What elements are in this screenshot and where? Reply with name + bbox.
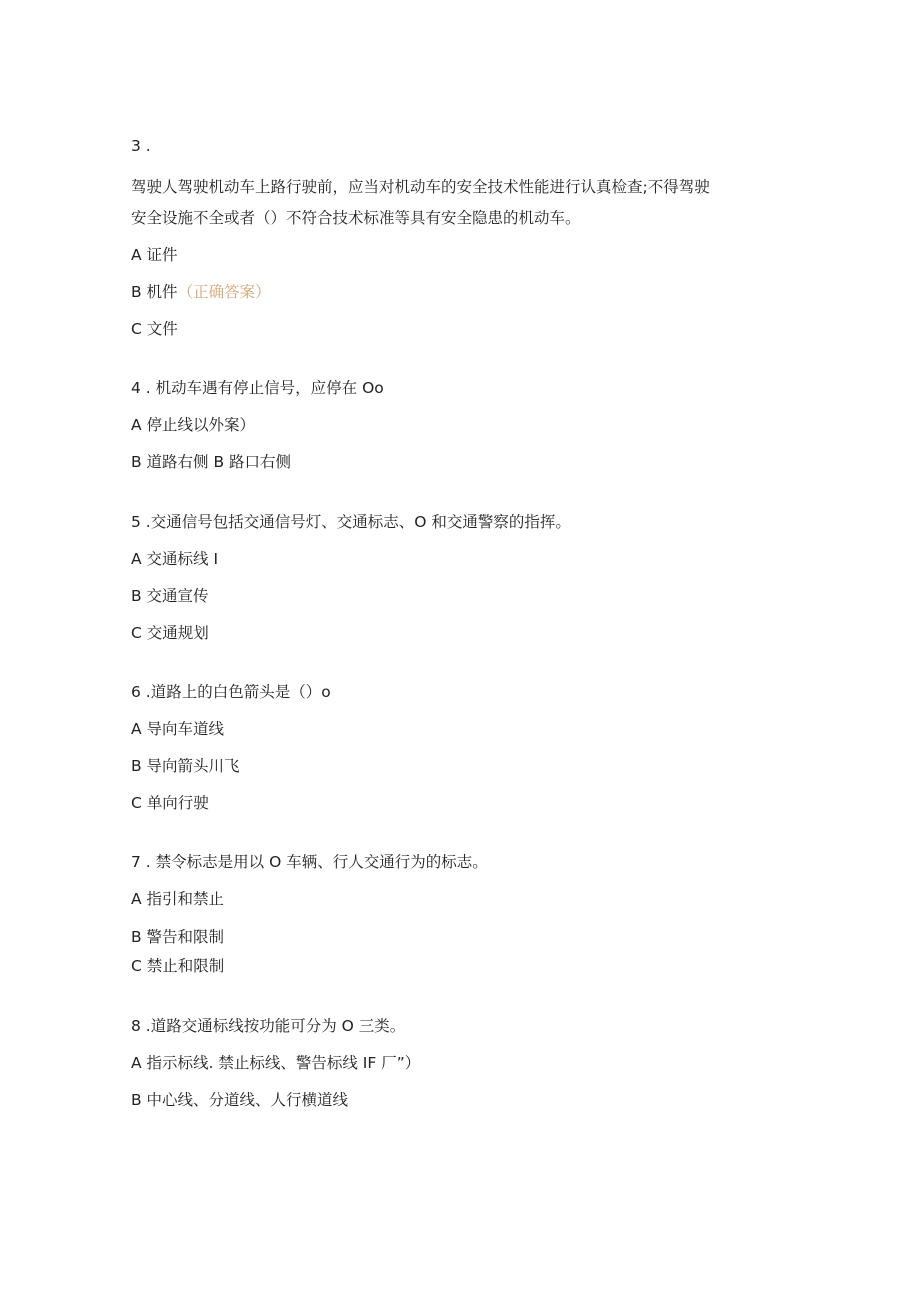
q5-option-b: B 交通宣传 xyxy=(131,587,209,605)
q8-option-b: B 中心线、分道线、人行横道线 xyxy=(131,1091,349,1109)
correct-answer-note: （正确答案） xyxy=(177,283,271,301)
q7-stem: 7 . 禁令标志是用以 O 车辆、行人交通行为的标志。 xyxy=(131,853,488,871)
q3-number: 3 . xyxy=(131,137,151,155)
q6-option-a: A 导向车道线 xyxy=(131,720,225,738)
q7-option-b: B 警告和限制 xyxy=(131,928,225,946)
q5-stem: 5 .交通信号包括交通信号灯、交通标志、O 和交通警察的指挥。 xyxy=(131,513,571,531)
q8-option-a: A 指示标线. 禁止标线、警告标线 IF 厂”） xyxy=(131,1054,421,1072)
q3-option-c: C 文件 xyxy=(131,320,178,338)
q5-option-a: A 交通标线 I xyxy=(131,550,219,568)
q4-option-a: A 停止线以外案） xyxy=(131,416,256,434)
q3-option-a: A 证件 xyxy=(131,246,178,264)
q6-stem: 6 .道路上的白色箭头是（）o xyxy=(131,683,331,701)
q5-option-c: C 交通规划 xyxy=(131,624,209,642)
q6-option-b: B 导向箭头川飞 xyxy=(131,757,240,775)
q4-stem: 4 . 机动车遇有停止信号，应停在 Oo xyxy=(131,379,384,397)
q8-stem: 8 .道路交通标线按功能可分为 O 三类。 xyxy=(131,1017,406,1035)
q3-stem-line1: 驾驶人驾驶机动车上路行驶前，应当对机动车的安全技术性能进行认真检查;不得驾驶 xyxy=(131,178,710,196)
q6-option-c: C 单向行驶 xyxy=(131,794,209,812)
q3-stem-line2: 安全设施不全或者（）不符合技术标准等具有安全隐患的机动车。 xyxy=(131,209,581,227)
q7-option-c: C 禁止和限制 xyxy=(131,957,225,975)
q4-option-b: B 道路右侧 B 路口右侧 xyxy=(131,453,292,471)
q3-option-b-label: B 机件 xyxy=(131,283,178,301)
q3-option-b xyxy=(131,282,271,302)
q7-option-a: A 指引和禁止 xyxy=(131,890,225,908)
